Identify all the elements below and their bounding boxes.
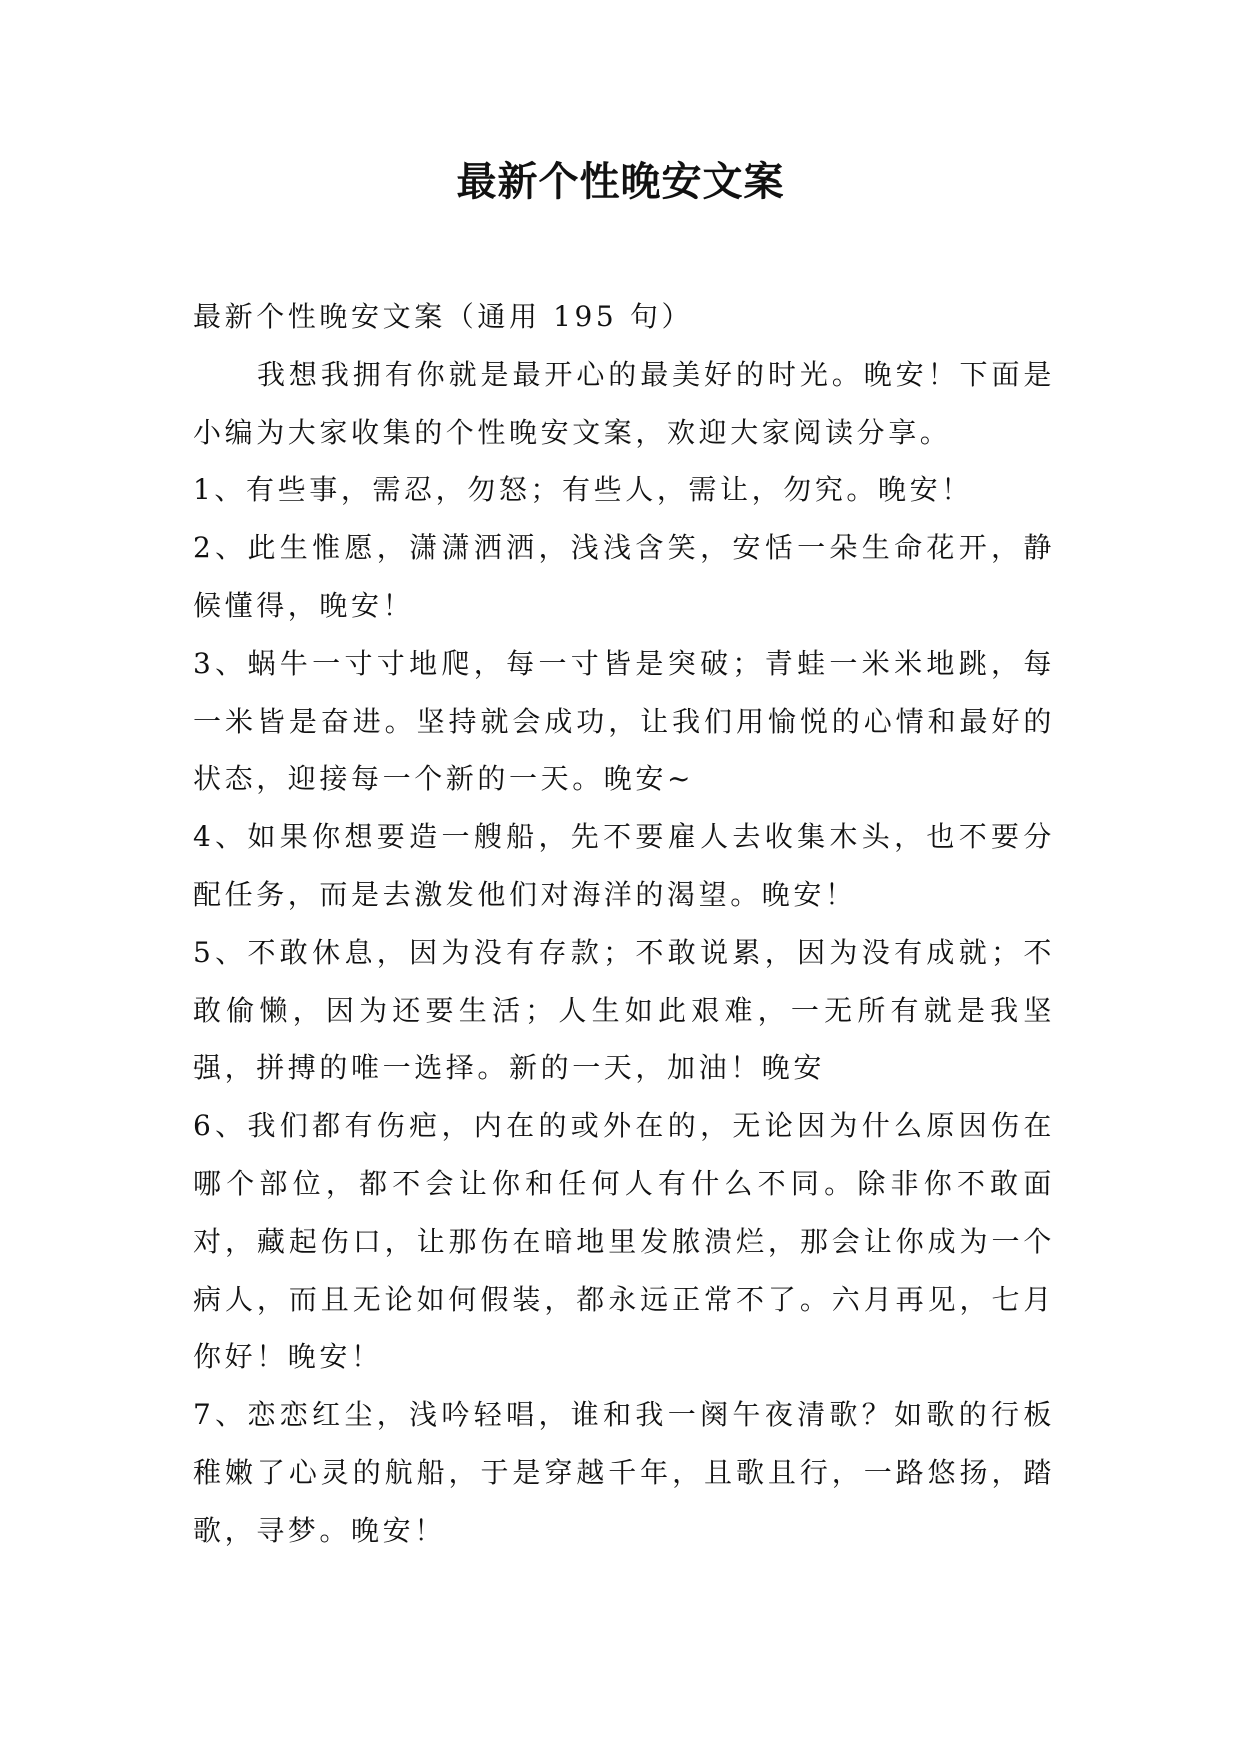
list-item: 1、有些事，需忍，勿怒；有些人，需让，勿究。晚安！ (193, 473, 973, 507)
list-item: 4、如果你想要造一艘船，先不要雇人去收集木头，也不要分配任务，而是去激发他们对海洋的渴望。晚安！ (193, 820, 1055, 911)
list-item: 7、恋恋红尘，浅吟轻唱，谁和我一阕午夜清歌？如歌的行板稚嫩了心灵的航船，于是穿越千年，且歌且行，一路悠扬，踏歌，寻梦。晚安！ (193, 1398, 1055, 1547)
list-item: 6、我们都有伤疤，内在的或外在的，无论因为什么原因伤在哪个部位，都不会让你和任何人有什么不同。除非你不敢面对，藏起伤口，让那伤在暗地里发脓溃烂，那会让你成为一个病人，而且无论如何假装，都永远正常不了。六月再见，七月你好！晚安！ (193, 1109, 1055, 1374)
list-item: 2、此生惟愿，潇潇洒洒，浅浅含笑，安恬一朵生命花开，静候懂得，晚安！ (193, 531, 1055, 622)
document-subtitle: 最新个性晚安文案（通用 195 句） (193, 300, 694, 333)
document-title: 最新个性晚安文案 (456, 158, 785, 205)
intro-paragraph: 我想我拥有你就是最开心的最美好的时光。晚安！下面是小编为大家收集的个性晚安文案，欢迎大家阅读分享。 (193, 357, 1055, 449)
list-item: 5、不敢休息，因为没有存款；不敢说累，因为没有成就；不敢偷懒，因为还要生活；人生如此艰难，一无所有就是我坚强，拼搏的唯一选择。新的一天，加油！晚安 (193, 935, 1055, 1085)
list-item: 3、蜗牛一寸寸地爬，每一寸皆是突破；青蛙一米米地跳，每一米皆是奋进。坚持就会成功，让我们用愉悦的心情和最好的状态，迎接每一个新的一天。晚安~ (193, 646, 1055, 796)
document-body (193, 288, 1055, 1560)
